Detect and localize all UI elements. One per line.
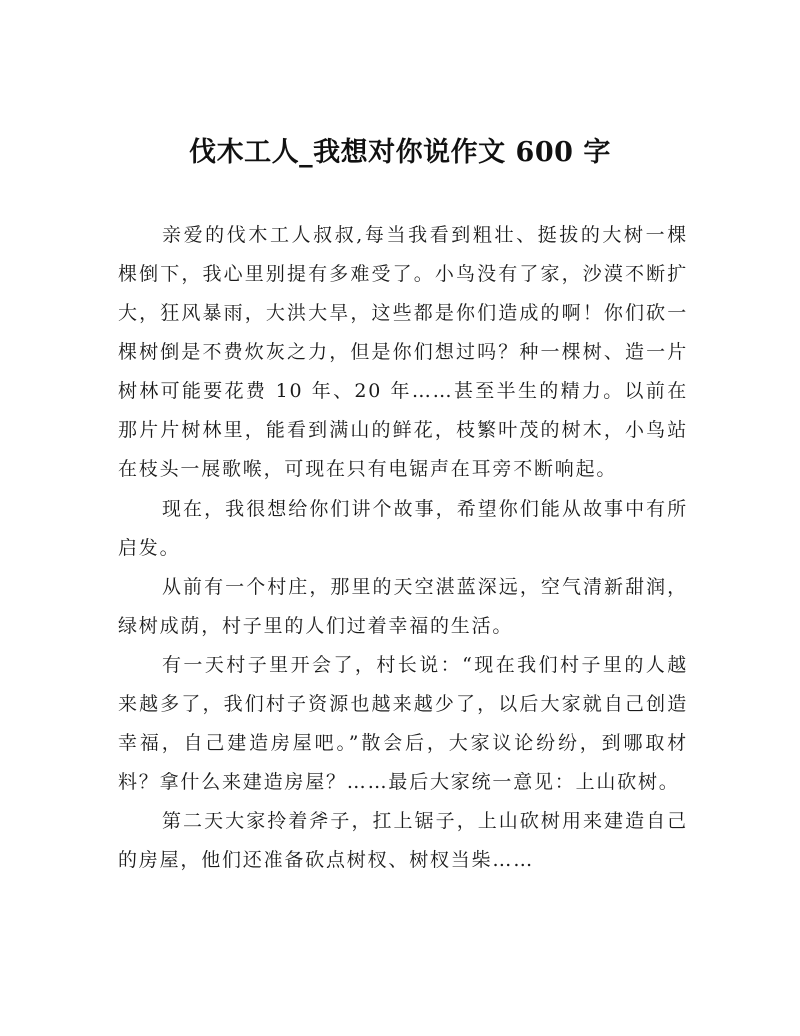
- document-title: 伐木工人_我想对你说作文 600 字: [189, 137, 611, 168]
- paragraph-5: 第二天大家拎着斧子，扛上锯子，上山砍树用来建造自己的房屋，他们还准备砍点树杈、树杈当柴……: [118, 810, 688, 871]
- paragraph-4: 有一天村子里开会了，村长说：“现在我们村子里的人越来越多了，我们村子资源也越来越少了，以后大家就自己创造幸福，自己建造房屋吧。”散会后，大家议论纷纷，到哪取材料？拿什么来建造房屋？……最后大家统一意见：上山砍树。: [118, 654, 688, 793]
- paragraph-1: 亲爱的伐木工人叔叔,每当我看到粗壮、挺拔的大树一棵棵倒下，我心里别提有多难受了。小鸟没有了家，沙漠不断扩大，狂风暴雨，大洪大旱，这些都是你们造成的啊！你们砍一棵树倒是不费炊灰之力，但是你们想过吗？种一棵树、造一片树林可能要花费 10 年、20 年……甚至半生的精力。以前在那片片树林里，能看到满山的鲜花，枝繁叶茂的树木，小鸟站在枝头一展歌喉，可现在只有电锯声在耳旁不断响起。: [118, 224, 688, 480]
- paragraph-2: 现在，我很想给你们讲个故事，希望你们能从故事中有所启发。: [118, 498, 688, 559]
- paragraph-3: 从前有一个村庄，那里的天空湛蓝深远，空气清新甜润，绿树成荫，村子里的人们过着幸福的生活。: [118, 576, 688, 637]
